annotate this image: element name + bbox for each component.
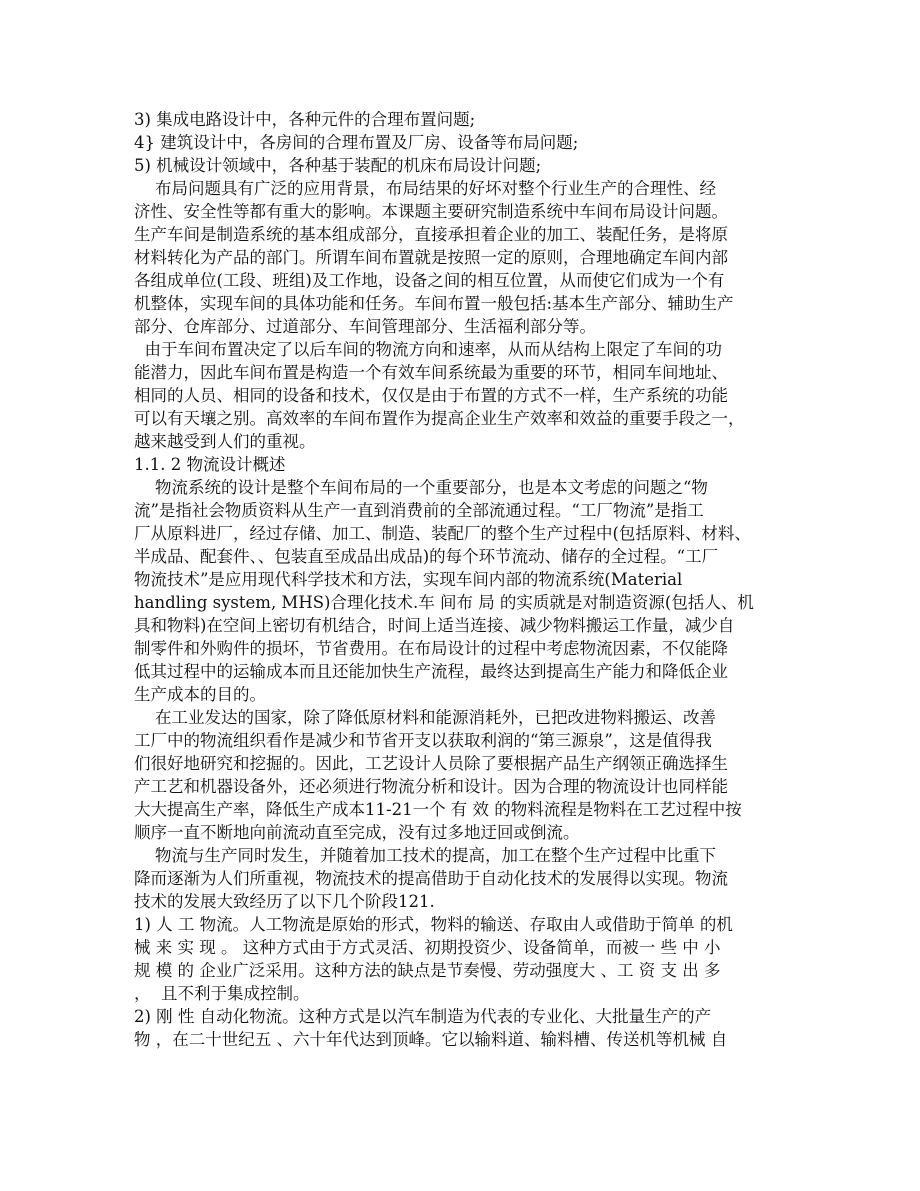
list-item: 1) 人 工 物流。人工物流是原始的形式，物料的输送、存取由人或借助于简单 的机	[134, 915, 733, 934]
paragraph-line: 材料转化为产品的部门。所谓车间布置就是按照一定的原则，合理地确定车间内部	[134, 248, 728, 267]
paragraph-line: 生产成本的目的。	[134, 685, 266, 704]
paragraph-line: 工厂中的物流组织看作是减少和节省开支以获取利润的“第三源泉”，这是值得我	[134, 731, 712, 750]
paragraph-line: 在工业发达的国家，除了降低原材料和能源消耗外，已把改进物料搬运、改善	[134, 708, 716, 727]
paragraph-line: 具和物料)在空间上密切有机结合，时间上适当连接、减少物料搬运工作量，减少自	[134, 616, 735, 635]
list-item: 规 模 的 企业广泛采用。这种方法的缺点是节奏慢、劳动强度大 、工 资 支 出 多	[134, 961, 721, 980]
paragraph-line: 物流技术”是应用现代科学技术和方法，实现车间内部的物流系统(Material	[134, 570, 683, 589]
list-item: 3) 集成电路设计中，各种元件的合理布置问题;	[134, 110, 476, 129]
paragraph-line: 可以有天壤之别。高效率的车间布置作为提高企业生产效率和效益的重要手段之一，	[134, 409, 745, 428]
paragraph-line: 厂从原料进厂，经过存储、加工、制造、装配厂的整个生产过程中(包括原料、材料、	[134, 524, 751, 543]
paragraph-line: 半成品、配套件、、包装直至成品出成品)的每个环节流动、储存的全过程。“工厂	[134, 547, 719, 566]
paragraph-line: 产工艺和机器设备外，还必须进行物流分析和设计。因为合理的物流设计也同样能	[134, 777, 728, 796]
paragraph-line: handling system, MHS)合理化技术.车 间布 局 的实质就是对制造资源(包括人、机	[134, 593, 754, 612]
document-body	[134, 108, 794, 1051]
paragraph-line: 部分、仓库部分、过道部分、车间管理部分、生活福利部分等。	[134, 317, 596, 336]
paragraph-line: 技术的发展大致经历了以下几个阶段121.	[134, 892, 435, 911]
paragraph-line: 顺序一直不断地向前流动直至完成，没有过多地迂回或倒流。	[134, 823, 580, 842]
list-item: 2) 刚 性 自动化物流。这种方式是以汽车制造为代表的专业化、大批量生产的产	[134, 1007, 712, 1026]
paragraph-line: 由于车间布置决定了以后车间的物流方向和速率，从而从结构上限定了车间的功	[134, 340, 722, 359]
paragraph-line: 济性、安全性等都有重大的影响。本课题主要研究制造系统中车间布局设计问题。	[134, 202, 728, 221]
paragraph-line: 降而逐渐为人们所重视，物流技术的提高借助于自动化技术的发展得以实现。物流	[134, 869, 728, 888]
list-item: ， 且不利于集成控制。	[134, 984, 310, 1003]
paragraph-line: 大大提高生产率，降低生产成本11-21一个 有 效 的物料流程是物料在工艺过程中按	[134, 800, 742, 819]
paragraph-line: 生产车间是制造系统的基本组成部分，直接承担着企业的加工、装配任务，是将原	[134, 225, 728, 244]
paragraph-line: 们很好地研究和挖掘的。因此，工艺设计人员除了要根据产品生产纲领正确选择生	[134, 754, 728, 773]
paragraph-line: 机整体，实现车间的具体功能和任务。车间布置一般包括:基本生产部分、辅助生产	[134, 294, 734, 313]
paragraph-line: 物流与生产同时发生，并随着加工技术的提高，加工在整个生产过程中比重下	[134, 846, 716, 865]
paragraph-line: 布局问题具有广泛的应用背景，布局结果的好坏对整个行业生产的合理性、经	[134, 179, 716, 198]
list-item: 械 来 实 现 。 这种方式由于方式灵活、初期投资少、设备简单，而被一 些 中 小	[134, 938, 721, 957]
paragraph-line: 流”是指社会物质资料从生产一直到消费前的全部流通过程。“工厂物流”是指工	[134, 501, 704, 520]
paragraph-line: 制零件和外购件的损坏，节省费用。在布局设计的过程中考虑物流因素，不仅能降	[134, 639, 728, 658]
paragraph-line: 能潜力，因此车间布置是构造一个有效车间系统最为重要的环节，相同车间地址、	[134, 363, 728, 382]
paragraph-line: 物流系统的设计是整个车间布局的一个重要部分，也是本文考虑的问题之“物	[134, 478, 708, 497]
paragraph-line: 各组成单位(工段、班组)及工作地，设备之间的相互位置，从而使它们成为一个有	[134, 271, 725, 290]
paragraph-line: 越来越受到人们的重视。	[134, 432, 316, 451]
paragraph-line: 低其过程中的运输成本而且还能加快生产流程，最终达到提高生产能力和降低企业	[134, 662, 728, 681]
list-item: 4} 建筑设计中，各房间的合理布置及厂房、设备等布局问题;	[134, 133, 579, 152]
list-item: 物 ，在二十世纪五 、六十年代达到顶峰。它以输料道、输料槽、传送机等机械 自	[134, 1030, 728, 1049]
section-heading: 1.1. 2 物流设计概述	[134, 455, 286, 474]
paragraph-line: 相同的人员、相同的设备和技术，仅仅是由于布置的方式不一样，生产系统的功能	[134, 386, 728, 405]
list-item: 5) 机械设计领域中，各种基于装配的机床布局设计问题;	[134, 156, 542, 175]
